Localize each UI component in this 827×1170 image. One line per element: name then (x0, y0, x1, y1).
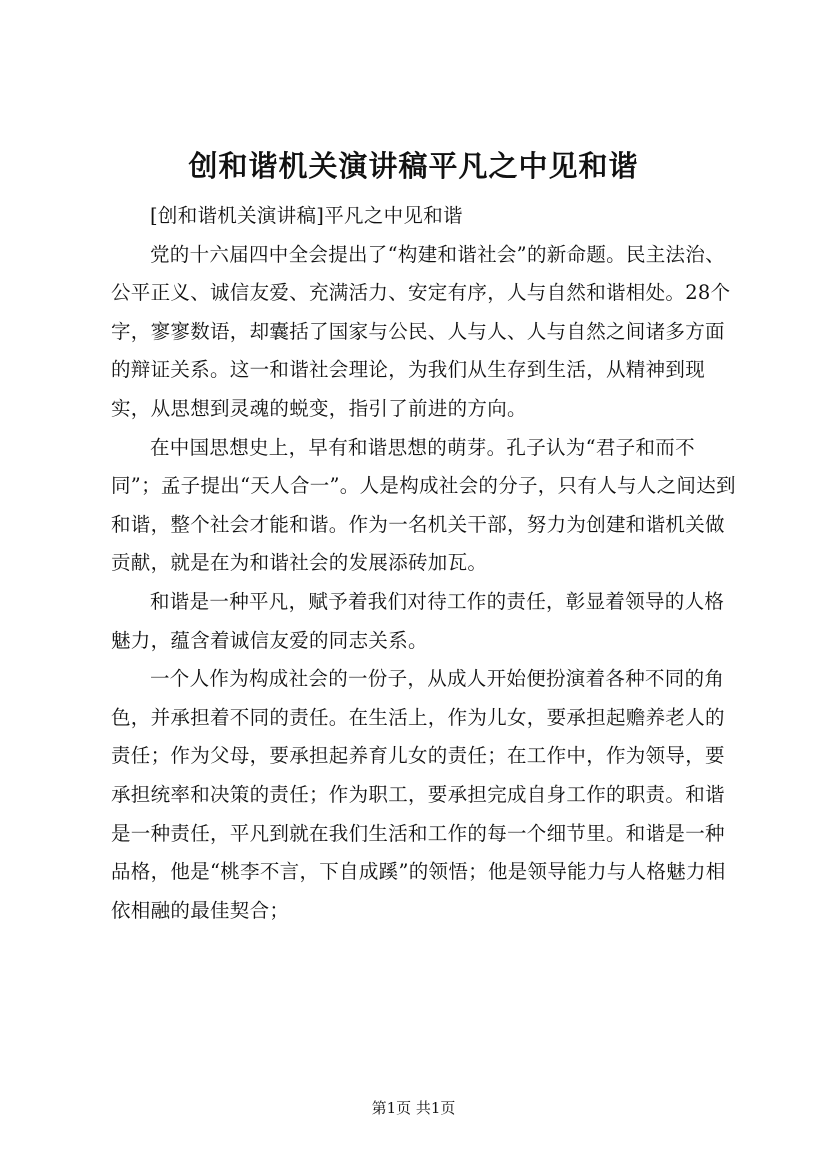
body-paragraph: 一个人作为构成社会的一份子，从成人开始便扮演着各种不同的角色，并承担着不同的责任。在生活上，作为儿女，要承担起赡养老人的责任；作为父母，要承担起养育儿女的责任；在工作中，作为领导，要承担统率和决策的责任；作为职工，要承担完成自身工作的职责。和谐是一种责任，平凡到就在我们生活和工作的每一个细节里。和谐是一种品格，他是“桃李不言，下自成蹊”的领悟；他是领导能力与人格魅力相依相融的最佳契合； (111, 667, 726, 922)
subtitle-paragraph: [创和谐机关演讲稿]平凡之中见和谐 (150, 204, 463, 227)
page-number-footer: 第1页 共1页 (371, 1099, 456, 1117)
body-paragraph: 在中国思想史上，早有和谐思想的萌芽。孔子认为“君子和而不同”；孟子提出“天人合一”。人是构成社会的分子，只有人与人之间达到和谐，整个社会才能和谐。作为一名机关干部，努力为创建和谐机关做贡献，就是在为和谐社会的发展添砖加瓦。 (111, 435, 736, 575)
body-paragraph: 和谐是一种平凡，赋予着我们对待工作的责任，彰显着领导的人格魅力，蕴含着诚信友爱的同志关系。 (111, 589, 725, 652)
body-paragraph: 党的十六届四中全会提出了“构建和谐社会”的新命题。民主法治、公平正义、诚信友爱、充满活力、安定有序，人与自然和谐相处。28个字，寥寥数语，却囊括了国家与公民、人与人、人与自然之间诸多方面的辩证关系。这一和谐社会理论，为我们从生存到生活，从精神到现实，从思想到灵魂的蜕变，指引了前进的方向。 (111, 242, 731, 420)
document-title: 创和谐机关演讲稿平凡之中见和谐 (188, 149, 639, 183)
document-body (111, 197, 741, 930)
